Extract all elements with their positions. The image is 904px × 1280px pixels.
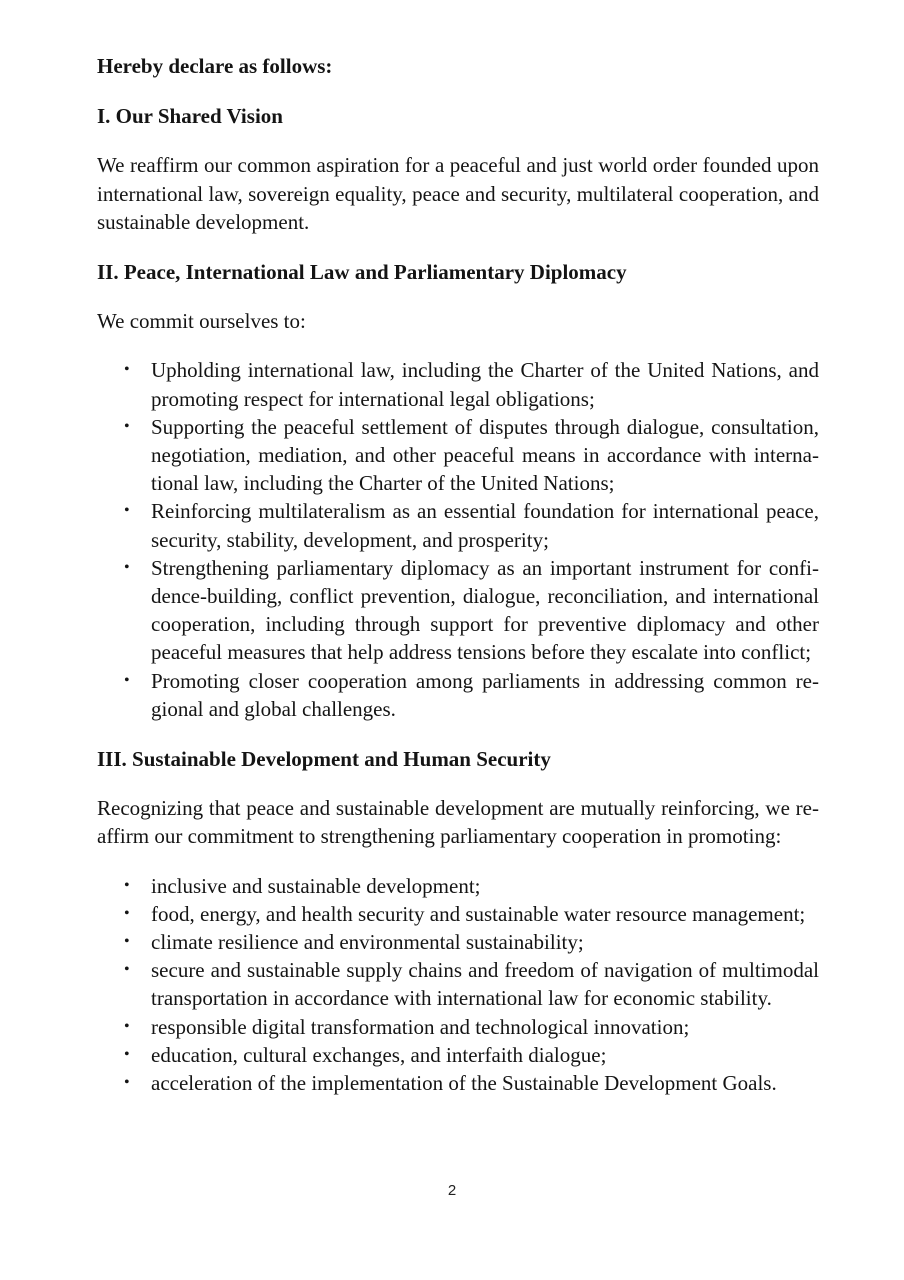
- document-page: [97, 52, 819, 1097]
- page-number: 2: [447, 1182, 457, 1199]
- bullet-icon: •: [124, 502, 130, 520]
- section-1-paragraph: We reaffirm our common aspiration for a peaceful and just world order founded upon international law, sovereign equality, peace and security, multilateral cooperation, and sustainable development.: [97, 153, 819, 234]
- bullet-icon: •: [124, 1017, 130, 1035]
- list-item-text: Promoting closer cooperation among parliaments in addressing common regional and global challenges.: [151, 668, 819, 721]
- bullet-icon: •: [124, 876, 130, 894]
- section-3-bullet-list: [97, 872, 819, 1098]
- list-item-text: Reinforcing multilateralism as an essential foundation for international peace, security, stability, development, and prosperity;: [151, 499, 819, 552]
- list-item-text: responsible digital transformation and technological innovation;: [151, 1014, 690, 1039]
- bullet-icon: •: [124, 904, 130, 922]
- list-item: [97, 356, 819, 412]
- list-item-text: acceleration of the implementation of the Sustainable Development Goals.: [151, 1071, 777, 1096]
- section-3-intro: Recognizing that peace and sustainable development are mutually reinforcing, we reaffirm our commitment to strengthening parliamentary cooperation in promoting:: [97, 796, 819, 849]
- section-3-heading: III. Sustainable Development and Human Security: [97, 746, 551, 771]
- bullet-icon: •: [124, 1074, 130, 1092]
- list-item: [97, 1013, 819, 1041]
- list-item: [97, 667, 819, 723]
- list-item: [97, 872, 819, 900]
- section-2-heading: II. Peace, International Law and Parliamentary Diplomacy: [97, 259, 627, 284]
- list-item-text: education, cultural exchanges, and interfaith dialogue;: [151, 1042, 607, 1067]
- list-item: [97, 554, 819, 667]
- list-item: [97, 497, 819, 553]
- list-item-text: food, energy, and health security and sustainable water resource management;: [151, 901, 806, 926]
- list-item: [97, 413, 819, 498]
- list-item-text: secure and sustainable supply chains and freedom of navigation of multimodal transportation in accordance with international law for economic stability.: [151, 958, 819, 1011]
- list-item-text: inclusive and sustainable development;: [151, 873, 481, 898]
- bullet-icon: •: [124, 961, 130, 979]
- list-item-text: Supporting the peaceful settlement of disputes through dialogue, consultation, negotiation, mediation, and other peaceful means in accordance with international law, including the Charter of the United Nations;: [151, 414, 819, 496]
- section-2-bullet-list: [97, 356, 819, 723]
- bullet-icon: •: [124, 671, 130, 689]
- list-item-text: Strengthening parliamentary diplomacy as an important instrument for confidence-building, conflict prevention, dialogue, reconciliation, and international cooperation, including through support for preventive diplomacy and other peaceful measures that help address tensions before they escalate into conflict;: [151, 555, 819, 665]
- section-1-heading: I. Our Shared Vision: [97, 103, 283, 128]
- list-item: [97, 1041, 819, 1069]
- list-item: [97, 956, 819, 1012]
- list-item-text: Upholding international law, including the Charter of the United Nations, and promoting respect for international legal obligations;: [151, 358, 819, 411]
- list-item-text: climate resilience and environmental sustainability;: [151, 930, 584, 955]
- bullet-icon: •: [124, 558, 130, 576]
- bullet-icon: •: [124, 1045, 130, 1063]
- bullet-icon: •: [124, 361, 130, 379]
- list-item: [97, 900, 819, 928]
- bullet-icon: •: [124, 933, 130, 951]
- list-item: [97, 928, 819, 956]
- list-item: [97, 1069, 819, 1097]
- section-2-intro: We commit ourselves to:: [97, 309, 306, 334]
- bullet-icon: •: [124, 417, 130, 435]
- declaration-heading: Hereby declare as follows:: [97, 54, 333, 78]
